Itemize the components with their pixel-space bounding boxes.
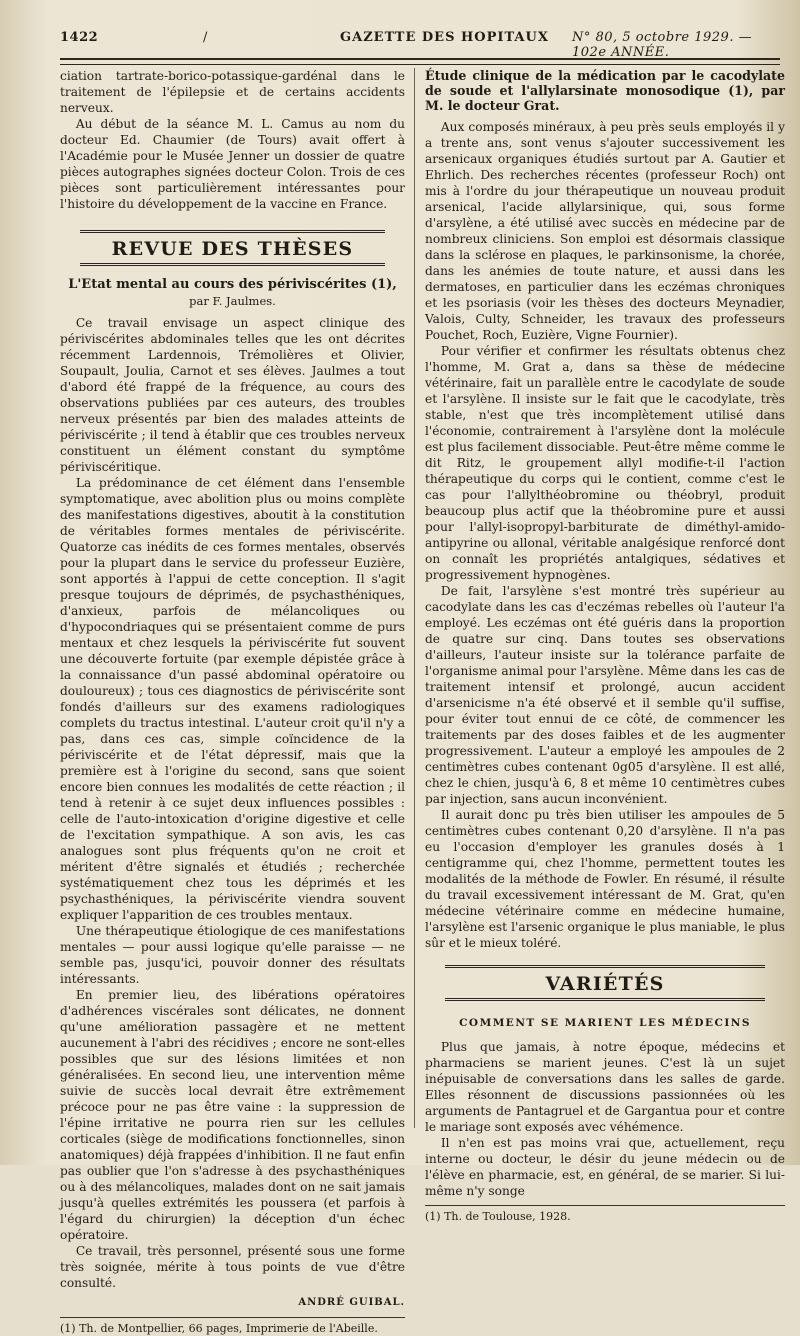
header-mark: / [203,30,208,45]
page-header [60,30,790,60]
right-paragraph-4: Il aurait donc pu très bien utiliser les ampoules de 5 centimètres cubes contenant 0,20 d'arsylène. Il n'a pas eu l'occasion d'employer les granules dosés à 1 centigramme qui, chez l'homme, permettent toutes les modalités de la méthode de Fowler. En résumé, il résulte du travail excessivement intéressant de M. Grat, qu'en médecine vétérinaire comme en médecine humaine, l'arsylène est l'arsenic organique le plus maniable, le plus sûr et le mieux toléré. [425,808,785,950]
variety-paragraph-1: Plus que jamais, à notre époque, médecins et pharmaciens se marient jeunes. C'est là un sujet inépuisable de conversations dans les salles de garde. Elles résonnent de discussions passionnées où les arguments de Pantagruel et de Gargantua pour et contre le mariage sont exposés avec véhémence. [425,1040,785,1134]
article-paragraph-4: En premier lieu, des libérations opératoires d'adhérences viscérales sont délicates, ne donnent qu'une amélioration passagère et ne mettent aucunement à l'abri des récidives ; encore ne sont-elles possibles que sur des lésions limitées et non généralisées. En second lieu, une intervention même suivie de succès local devrait être extrêmement précoce pour ne pas être vaine : la suppression de l'épine irritative ne pourra rien sur les cellules corticales (siège de modifications fonctionnelles, sinon anatomiques) déjà frappées d'inhibition. Il ne faut enfin pas oublier que l'on s'adresse à des psychasthéniques ou à des mélancoliques, malades dont on ne sait jamais jusqu'à quelles extrémités les poussera (et parfois à l'égard du chirurgien) la déception d'un échec opératoire. [60,988,405,1242]
journal-title: GAZETTE DES HOPITAUX [340,30,549,45]
footnote-right: (1) Th. de Toulouse, 1928. [425,1210,571,1223]
footnote-left: (1) Th. de Montpellier, 66 pages, Imprimerie de l'Abeille. [60,1322,378,1335]
article-paragraph-5: Ce travail, très personnel, présenté sous une forme très soignée, mérite à tous points de vue d'être consulté. [60,1244,405,1290]
column-divider [414,68,415,1128]
footnote-rule [60,1317,405,1318]
intro-paragraph-1: ciation tartrate-borico-potassique-gardénal dans le traitement de l'épilepsie et de certains accidents nerveux. [60,69,405,115]
right-column [425,68,785,1224]
section-title-varietes: VARIÉTÉS [545,973,665,995]
article-paragraph-3: Une thérapeutique étiologique de ces manifestations mentales — pour aussi logique qu'elle paraisse — ne semble pas, jusqu'ici, pouvoir donner des résultats intéressants. [60,924,405,986]
issue-info: N° 80, 5 octobre 1929. — 102e ANNÉE. [572,30,753,60]
varietes-rule-bottom [445,998,765,1001]
article-title: L'Etat mental au cours des périviscérites (1), [68,277,397,292]
left-column [60,68,405,1336]
intro-paragraph-2: Au début de la séance M. L. Camus au nom du docteur Ed. Chaumier (de Tours) avait offert à l'Académie pour le Musée Jenner un dossier de quatre pièces autographes signées docteur Colon. Trois de ces pièces sont particulièrement intéressantes pour l'histoire du développement de la vaccine en France. [60,117,405,211]
right-paragraph-2: Pour vérifier et confirmer les résultats obtenus chez l'homme, M. Grat a, dans sa thèse de médecine vétérinaire, fait un parallèle entre le cacodylate de soude et l'arsylène. Il insiste sur le fait que le cacodylate, très stable, n'est que très incomplètement utilisé dans l'économie, contrairement à l'arsylène dont la molécule est plus facilement dissociable. Peut-être même comme le dit Ritz, le groupement allyl modifie-t-il l'action thérapeutique du corps qui le contient, comme c'est le cas pour l'allylthéobromine ou théobryl, produit beaucoup plus actif que la théobromine pure et aussi pour l'allyl-isopropyl-barbiturate de diméthyl-amido-antipyrine ou allonal, véritable analgésique renforcé dont on connaît les propriétés antalgiques, sédatives et progressivement hypnogènes. [425,344,785,582]
variety-paragraph-2: Il n'en est pas moins vrai que, actuellement, reçu interne ou docteur, le désir du jeune médecin ou de l'élève en pharmacie, est, en général, de se marier. Si lui-même n'y songe [425,1136,785,1198]
variety-title: COMMENT SE MARIENT LES MÉDECINS [459,1017,751,1029]
page-number: 1422 [60,30,99,45]
right-paragraph-1: Aux composés minéraux, à peu près seuls employés il y a trente ans, sont venus s'ajouter successivement les arsenicaux organiques étudiés surtout par A. Gautier et Ehrlich. Des recherches récentes (professeur Roch) ont mis à l'ordre du jour thérapeutique un nouveau produit arsenical, l'acide allylarsinique, qui, sous forme d'arsylène, a été utilisé avec succès en médecine par de nombreux cliniciens. Son emploi est désormais classique dans la sclérose en plaques, le parkinsonisme, la chorée, dans les anémies de toute nature, et aussi dans les dermatoses, en particulier dans les eczémas chroniques et les psoriasis (voir les thèses des docteurs Meynadier, Valois, Culty, Schneider, les travaux des professeurs Pouchet, Roch, Euzière, Vigne Fournier). [425,120,785,342]
section-title-revue: REVUE DES THÈSES [111,238,354,260]
right-article-title: Étude clinique de la médication par le cacodylate de soude et l'allylarsinate monosodique (1), par M. le docteur Grat. [425,68,785,113]
header-rule [60,58,780,65]
footnote-rule-right [425,1205,785,1206]
article-signature: ANDRÉ GUIBAL. [298,1297,405,1308]
article-paragraph-1: Ce travail envisage un aspect clinique des périviscérites abdominales telles que les ont décrites récemment Lardennois, Trémolières et Olivier, Soupault, Joulia, Carnot et ses élèves. Jaulmes a tout d'abord été frappé de la fréquence, au cours des observations publiées par ces auteurs, des troubles nerveux présentés par bien des malades atteints de périviscérite ; il tend à établir que ces troubles nerveux constituent un élément constant du symptôme périviscéritique. [60,316,405,474]
article-paragraph-2: La prédominance de cet élément dans l'ensemble symptomatique, avec abolition plus ou moins complète des manifestations digestives, aboutit à la constitution de véritables formes mentales de périviscérite. Quatorze cas inédits de ces formes mentales, observés pour la plupart dans le service du professeur Euzière, sont apportés à l'appui de cette conception. Il s'agit presque toujours de déprimés, de psychasthéniques, d'anxieux, parfois de mélancoliques ou d'hypocondriaques qui se présentaient comme de purs mentaux et chez lesquels la périviscérite fut souvent une découverte fortuite (par exemple dépistée grâce à la connaissance d'un passé abdominal opératoire ou douloureux) ; tous ces diagnostics de périviscérite sont fondés d'ailleurs sur des examens radiologiques complets du tractus intestinal. L'auteur croit qu'il n'y a pas, dans ces cas, simple coïncidence de la périviscérite et de l'état dépressif, mais que la première est à l'origine du second, sans que soient encore bien connues les modalités de cette réaction ; il tend à retenir à ce sujet deux influences possibles : celle de l'auto-intoxication d'origine digestive et celle de l'excitation sympathique. A son avis, les cas analogues sont plus fréquents qu'on ne croit et méritent d'être signalés et étudiés ; recherchée systématiquement chez tous les déprimés et les psychasthéniques, la périviscérite viendra souvent expliquer l'apparition de ces troubles mentaux. [60,476,405,922]
right-paragraph-3: De fait, l'arsylène s'est montré très supérieur au cacodylate dans les cas d'eczémas rebelles où l'auteur l'a employé. Les eczémas ont été guéris dans la proportion de quatre sur cinq. Dans toutes ses observations d'ailleurs, l'auteur insiste sur la tolérance parfaite de l'organisme animal pour l'arsylène. Même dans les cas de traitement intensif et prolongé, aucun accident d'arsenicisme n'a été observé et il semble qu'il suffise, pour éviter tout ennui de ce côté, de commencer les traitements par des doses faibles et de les augmenter progressivement. L'auteur a employé les ampoules de 2 centimètres cubes contenant 0g05 d'arsylène. Il est allé, chez le chien, jusqu'à 6, 8 et même 10 centimètres cubes par injection, sans aucun inconvénient. [425,584,785,806]
article-byline: par F. Jaulmes. [189,294,276,308]
